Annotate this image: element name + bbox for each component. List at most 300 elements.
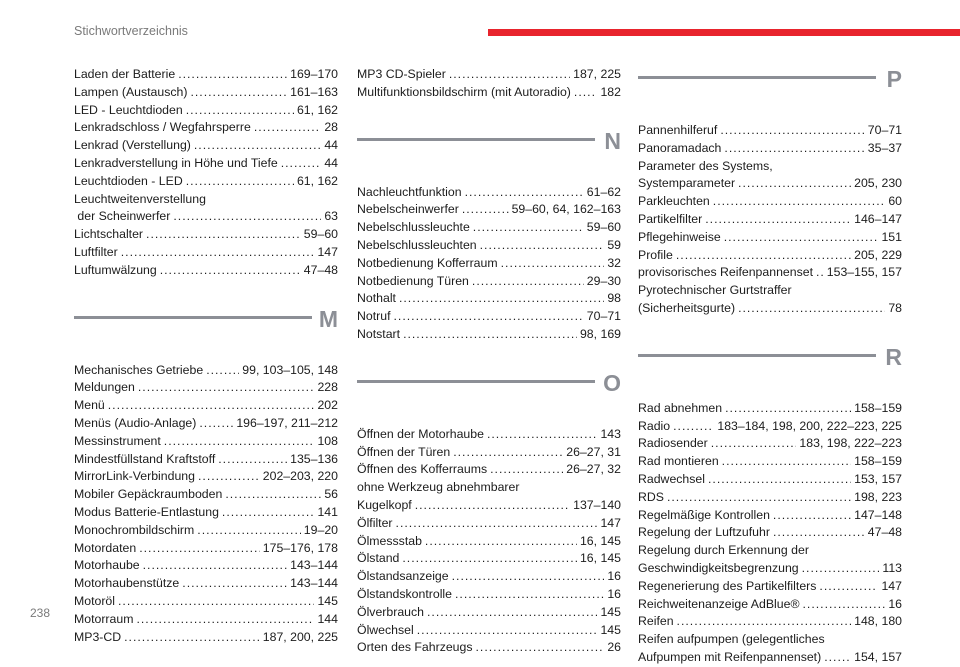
index-entry-row [638, 471, 902, 489]
index-entry [638, 211, 902, 229]
index-term: Messinstrument [74, 433, 161, 448]
index-term: Lenkradverstellung in Höhe und Tiefe [74, 155, 278, 170]
index-page-ref: 60 [888, 194, 902, 209]
index-entry [357, 586, 621, 604]
index-term: Ölstandskontrolle [357, 586, 453, 601]
dot-leader [417, 622, 598, 640]
index-entry-row [357, 622, 621, 640]
index-page-ref: 154, 157 [854, 649, 902, 664]
index-term: Mobiler Gepäckraumboden [74, 487, 223, 502]
dot-leader [462, 201, 509, 219]
index-page-ref: 147 [881, 578, 902, 593]
index-page-ref: 135–136 [290, 451, 338, 466]
index-term: Parkleuchten [638, 194, 710, 209]
dot-leader [425, 533, 577, 551]
index-section [638, 344, 902, 667]
index-page-ref: 59–60 [586, 220, 621, 235]
index-page-ref: 161–163 [290, 84, 338, 99]
index-page-ref: 151 [881, 229, 902, 244]
index-entry-row [638, 418, 902, 436]
index-section [357, 370, 621, 657]
index-term: Radio [638, 418, 671, 433]
index-entry [638, 453, 902, 471]
index-term: Nebelscheinwerfer [357, 202, 459, 217]
index-term: Nebelschlussleuchten [357, 237, 477, 252]
index-entry [74, 611, 338, 629]
dot-leader [194, 137, 321, 155]
index-term: Aufpumpen mit Reifenpannenset) [638, 649, 822, 664]
dot-leader [136, 611, 314, 629]
index-page-ref: 153, 157 [854, 471, 902, 486]
dot-leader [720, 122, 864, 140]
index-entry-row [638, 613, 902, 631]
index-entry-row [638, 578, 902, 596]
index-term: Öffnen des Kofferraums [357, 462, 488, 477]
dot-leader [490, 461, 563, 479]
dot-leader [725, 400, 851, 418]
index-entry [74, 226, 338, 244]
index-term: Laden der Batterie [74, 67, 176, 81]
index-term: Nothalt [357, 291, 396, 306]
index-page-ref: 145 [317, 593, 338, 608]
dot-leader [160, 262, 301, 280]
index-term: Ölfilter [357, 515, 393, 530]
index-entry-row [357, 568, 621, 586]
index-column-2 [357, 66, 621, 657]
index-page-ref: 147–148 [854, 507, 902, 522]
index-page-ref: 187, 200, 225 [262, 629, 338, 644]
index-entry [357, 255, 621, 273]
dot-leader [501, 255, 605, 273]
index-page-ref: 26–27, 31 [566, 444, 621, 459]
index-section [638, 66, 902, 318]
index-entry [357, 66, 621, 84]
section-divider [638, 76, 876, 79]
index-entry [638, 578, 902, 596]
dot-leader [118, 593, 314, 611]
index-page-ref: 182 [600, 84, 621, 99]
index-entry-row [357, 639, 621, 657]
index-term: Nebelschlussleuchte [357, 220, 470, 235]
section-heading [357, 128, 621, 184]
index-term: Motorhaube [74, 558, 140, 573]
index-entry [74, 102, 338, 120]
dot-leader [218, 451, 287, 469]
index-term: Menüs (Audio-Anlage) [74, 415, 197, 430]
index-entry-row [74, 540, 338, 558]
dot-leader [803, 596, 886, 614]
index-entry-row [74, 379, 338, 397]
index-entry-row [74, 208, 338, 226]
index-entry-row [74, 522, 338, 540]
index-entry-row [74, 611, 338, 629]
index-entry-line: Parameter des Systems, [638, 158, 773, 173]
index-entry [638, 471, 902, 489]
index-entry [357, 622, 621, 640]
index-term: Notbedienung Türen [357, 273, 469, 288]
index-page-ref: 196–197, 211–212 [236, 415, 338, 430]
index-entry [357, 461, 621, 479]
index-page-ref: 147 [600, 515, 621, 530]
index-page-ref: 175–176, 178 [262, 540, 338, 555]
index-entry-row [74, 102, 338, 120]
index-entry-row [638, 300, 902, 318]
index-term: Multifunktionsbildschirm (mit Autoradio) [357, 84, 571, 99]
index-entry-row [638, 229, 902, 247]
index-entry [74, 137, 338, 155]
index-term: Öffnen der Türen [357, 444, 451, 459]
index-entry [638, 435, 902, 453]
index-entry [357, 444, 621, 462]
index-term: Ölstandsanzeige [357, 569, 449, 584]
index-entry-row [74, 244, 338, 262]
index-entry [74, 504, 338, 522]
index-term: Rad montieren [638, 454, 719, 469]
index-term: Ölwechsel [357, 622, 414, 637]
index-entry-row [74, 262, 338, 280]
index-entry [74, 575, 338, 593]
index-entry-row [638, 211, 902, 229]
index-term: Notbedienung Kofferraum [357, 255, 498, 270]
index-entry-row [638, 507, 902, 525]
index-entry [638, 418, 902, 436]
index-entry [638, 229, 902, 247]
index-entry [638, 400, 902, 418]
dot-leader [455, 586, 604, 604]
index-entry-row [357, 184, 621, 202]
index-entry [357, 515, 621, 533]
index-term: Lampen (Austausch) [74, 84, 188, 99]
index-entry-row [638, 175, 902, 193]
dot-leader [824, 649, 851, 667]
dot-leader [427, 604, 597, 622]
index-term: MP3-CD [74, 629, 122, 644]
index-entry [74, 522, 338, 540]
dot-leader [190, 84, 287, 102]
index-entry-row [638, 524, 902, 542]
index-entry-row [638, 140, 902, 158]
index-entry-row [74, 137, 338, 155]
index-entry [357, 533, 621, 551]
dot-leader [396, 515, 598, 533]
index-entry-line: ohne Werkzeug abnehmbarer [357, 480, 520, 495]
index-entry-row [357, 444, 621, 462]
dot-leader [724, 229, 879, 247]
index-term: Nachleuchtfunktion [357, 184, 462, 199]
dot-leader [480, 237, 605, 255]
index-entry [74, 397, 338, 415]
index-entry-row [74, 362, 338, 380]
index-page-ref: 19–20 [303, 522, 338, 537]
index-term: Pflegehinweise [638, 229, 721, 244]
index-page-ref: 28 [324, 120, 338, 135]
index-entry-row [357, 461, 621, 479]
index-entry-row [357, 426, 621, 444]
index-entry-row [357, 66, 621, 84]
index-entry [74, 119, 338, 137]
index-entry [74, 629, 338, 647]
index-entry-row [357, 201, 621, 219]
dot-leader [143, 557, 287, 575]
index-term: Motoröl [74, 593, 116, 608]
index-entry [74, 415, 338, 433]
index-page-ref: 16 [607, 586, 621, 601]
index-entry-row [638, 596, 902, 614]
index-term: Systemparameter [638, 176, 736, 191]
section-heading [638, 344, 902, 400]
index-term: Radwechsel [638, 471, 705, 486]
dot-leader [574, 84, 598, 102]
index-entry-row [357, 586, 621, 604]
index-page-ref: 16, 145 [579, 533, 621, 548]
dot-leader [139, 540, 260, 558]
index-term: Lenkrad (Verstellung) [74, 138, 191, 153]
index-entry-line: Reifen aufpumpen (gelegentliches [638, 632, 825, 647]
index-entry-row [357, 550, 621, 568]
index-page-ref: 169–170 [290, 67, 338, 81]
index-entry-row [357, 604, 621, 622]
dot-leader [465, 184, 584, 202]
index-page-ref: 78 [888, 300, 902, 315]
index-page-ref: 145 [600, 622, 621, 637]
dot-leader [819, 578, 878, 596]
index-entry [357, 604, 621, 622]
index-entry-row [638, 453, 902, 471]
dot-leader [472, 273, 584, 291]
dot-leader [713, 193, 886, 211]
dot-leader [199, 415, 233, 433]
dot-leader [708, 471, 851, 489]
dot-leader [173, 208, 321, 226]
dot-leader [724, 140, 864, 158]
index-term: Profile [638, 247, 673, 262]
index-term: Luftfilter [74, 244, 118, 259]
index-entry [638, 140, 902, 158]
index-term: Orten des Fahrzeugs [357, 640, 473, 655]
index-term: Luftumwälzung [74, 262, 157, 277]
header-accent-bar [488, 29, 960, 36]
index-entry [638, 193, 902, 211]
index-page-ref: 205, 230 [854, 176, 902, 191]
index-term: Kugelkopf [357, 497, 412, 512]
index-entry-row [357, 497, 621, 515]
index-page-ref: 47–48 [303, 262, 338, 277]
index-entry [638, 613, 902, 631]
dot-leader [473, 219, 584, 237]
index-page-ref: 141 [317, 504, 338, 519]
index-entry [357, 550, 621, 568]
dot-leader [225, 486, 321, 504]
index-entry [638, 489, 902, 507]
index-page-ref: 44 [324, 138, 338, 153]
index-entry [638, 524, 902, 542]
index-page-ref: 228 [317, 380, 338, 395]
section-divider [74, 316, 312, 319]
dot-leader [164, 433, 315, 451]
index-term: Reifen [638, 614, 674, 629]
index-entry [638, 158, 902, 194]
index-term: Monochrombildschirm [74, 522, 195, 537]
index-page-ref: 29–30 [586, 273, 621, 288]
index-entry-row [638, 489, 902, 507]
index-term: Regelung der Luftzufuhr [638, 525, 770, 540]
index-page-ref: 187, 225 [573, 67, 621, 81]
index-page-ref: 59–60, 64, 162–163 [511, 202, 621, 217]
index-page-ref: 70–71 [586, 309, 621, 324]
dot-leader [178, 66, 287, 84]
dot-leader [705, 211, 851, 229]
index-entry-row [74, 593, 338, 611]
index-entry-row [74, 415, 338, 433]
index-entry-row [357, 237, 621, 255]
index-entry [74, 540, 338, 558]
dot-leader [197, 522, 301, 540]
index-page-ref: 158–159 [854, 454, 902, 469]
index-entry [357, 273, 621, 291]
index-page-ref: 144 [317, 611, 338, 626]
index-entry-row [638, 122, 902, 140]
index-entry [357, 237, 621, 255]
dot-leader [738, 175, 851, 193]
index-page-ref: 61, 162 [296, 173, 338, 188]
index-term: MP3 CD-Spieler [357, 67, 446, 81]
page-header-title: Stichwortverzeichnis [74, 24, 188, 38]
index-page-ref: 202–203, 220 [262, 469, 338, 484]
index-term: Panoramadach [638, 140, 722, 155]
index-entry-row [357, 533, 621, 551]
index-entry-row [74, 155, 338, 173]
dot-leader [138, 379, 315, 397]
index-term: provisorisches Reifenpannenset [638, 265, 813, 280]
section-letter: P [886, 66, 902, 92]
index-term: Geschwindigkeitsbegrenzung [638, 560, 799, 575]
section-heading [357, 370, 621, 426]
index-page-ref: 113 [882, 560, 902, 575]
index-page-ref: 183–184, 198, 200, 222–223, 225 [717, 418, 902, 433]
dot-leader [206, 362, 239, 380]
index-entry [638, 122, 902, 140]
index-entry [638, 542, 902, 578]
index-page-ref: 146–147 [854, 211, 902, 226]
dot-leader [711, 435, 797, 453]
index-entry-line: Regelung durch Erkennung der [638, 543, 809, 558]
index-page-ref: 59–60 [303, 227, 338, 242]
index-entry-row [357, 255, 621, 273]
index-entry [74, 66, 338, 84]
index-entry [74, 362, 338, 380]
dot-leader [667, 489, 851, 507]
dot-leader [677, 613, 852, 631]
dot-leader [476, 639, 605, 657]
index-entry-row [638, 560, 902, 578]
dot-leader [403, 326, 577, 344]
index-term: Motorraum [74, 611, 134, 626]
index-entry [357, 639, 621, 657]
dot-leader [722, 453, 851, 471]
dot-leader [802, 560, 880, 578]
index-term: Notstart [357, 326, 401, 341]
dot-leader [402, 550, 577, 568]
index-entry [638, 507, 902, 525]
index-entry-line: Pyrotechnischer Gurtstraffer [638, 283, 792, 298]
index-term: Motordaten [74, 540, 137, 555]
index-term: RDS [638, 489, 664, 504]
index-entry [638, 631, 902, 667]
dot-leader [452, 568, 605, 586]
index-page-ref: 56 [324, 487, 338, 502]
index-entry [74, 191, 338, 227]
index-term: Motorhaubenstütze [74, 576, 180, 591]
index-page-ref: 99, 103–105, 148 [242, 362, 338, 377]
index-entry [357, 201, 621, 219]
index-term: Menü [74, 398, 105, 413]
index-entry-row [74, 629, 338, 647]
section-heading [74, 306, 338, 362]
index-entry [74, 557, 338, 575]
index-section [357, 128, 621, 344]
index-entry-row [357, 326, 621, 344]
index-page-ref: 108 [317, 433, 338, 448]
index-page-ref: 26 [607, 640, 621, 655]
section-divider [357, 138, 595, 141]
index-entry [638, 247, 902, 265]
index-entry [638, 596, 902, 614]
index-term: Öffnen der Motorhaube [357, 426, 484, 441]
index-page-ref: 61–62 [586, 184, 621, 199]
index-entry-row [357, 219, 621, 237]
index-entry-row [357, 84, 621, 102]
index-entry-row [74, 84, 338, 102]
dot-leader [121, 244, 315, 262]
index-page-ref: 61, 162 [296, 102, 338, 117]
dot-leader [816, 264, 824, 282]
index-entry [357, 184, 621, 202]
dot-leader [146, 226, 301, 244]
index-page-ref: 183, 198, 222–223 [799, 436, 902, 451]
index-page-ref: 16 [607, 569, 621, 584]
index-page-ref: 143–144 [290, 576, 338, 591]
index-term: Notruf [357, 309, 391, 324]
index-entry [74, 593, 338, 611]
index-column-1 [74, 66, 338, 646]
section-letter: N [604, 127, 621, 154]
dot-leader [394, 308, 584, 326]
index-entry-row [638, 193, 902, 211]
index-entry-row [74, 486, 338, 504]
index-entry [638, 282, 902, 318]
index-page-ref: 32 [607, 255, 621, 270]
section-letter: M [318, 305, 338, 332]
index-term: Leuchtdioden - LED [74, 173, 183, 188]
dot-leader [186, 173, 294, 191]
index-section [74, 66, 338, 280]
dot-leader [773, 507, 851, 525]
index-term: Reichweitenanzeige AdBlue® [638, 596, 800, 611]
index-entry [74, 486, 338, 504]
index-term: Lichtschalter [74, 227, 144, 242]
index-entry-row [357, 515, 621, 533]
index-term: Mindestfüllstand Kraftstoff [74, 451, 216, 466]
index-entry-row [638, 400, 902, 418]
index-page-ref: 205, 229 [854, 247, 902, 262]
index-entry-row [74, 504, 338, 522]
index-page-ref: 44 [324, 155, 338, 170]
index-column-3 [638, 66, 902, 667]
index-page-ref: 59 [607, 237, 621, 252]
dot-leader [487, 426, 598, 444]
index-entry-row [74, 119, 338, 137]
index-entry [357, 326, 621, 344]
